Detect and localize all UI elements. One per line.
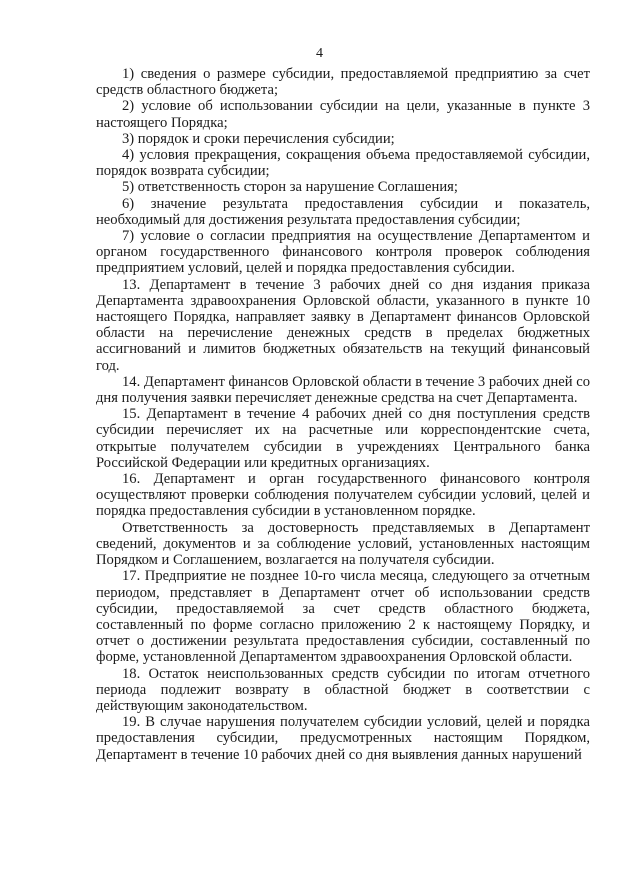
list-item-subsidy-purpose: 2) условие об использовании субсидии на цели, указанные в пункте 3 настоящего Порядка; [96,98,590,131]
clause-17: 17. Предприятие не позднее 10-го числа месяца, следующего за отчетным периодом, представляет в Департамент отчет об использовании средств субсидии, предоставляемой за счет средств областного бюджета, составленный по форме согласно приложению 2 к настоящему Порядку, и отчет о достижении результата предоставления субсидии, составленный по форме, установленной Департаментом здравоохранения Орловской области. [96,568,590,666]
list-item-transfer-order: 3) порядок и сроки перечисления субсидии; [122,130,395,147]
clause-18: 18. Остаток неиспользованных средств субсидии по итогам отчетного периода подлежит возврату в областной бюджет в соответствии с действующим законодательством. [96,665,590,714]
list-item-consent-to-audit: 7) условие о согласии предприятия на осуществление Департаментом и органом государственного финансового контроля проверок соблюдения предприятием условий, целей и порядка предоставления субсидии. [96,228,590,277]
clause-13: 13. Департамент в течение 3 рабочих дней со дня издания приказа Департамента здравоохранения Орловской области, указанного в пункте 10 настоящего Порядка, направляет заявку в Департамент финансов Орловской области на перечисление денежных средств в пределах бюджетных ассигнований и лимитов бюджетных обязательств на текущий финансовый год. [96,276,590,374]
list-item-responsibility: 5) ответственность сторон за нарушение Соглашения; [122,179,458,196]
clause-16: 16. Департамент и орган государственного финансового контроля осуществляют проверки соблюдения получателем субсидии условий, целей и порядка предоставления субсидии в установленном порядке. [96,471,590,520]
page-number: 4 [316,46,323,61]
list-item-result-value: 6) значение результата предоставления субсидии и показатель, необходимый для достижения результата предоставления субсидии; [96,195,590,228]
clause-19: 19. В случае нарушения получателем субсидии условий, целей и порядка предоставления субсидии, предусмотренных настоящим Порядком, Департамент в течение 10 рабочих дней со дня выявления данных нарушений [96,714,590,763]
clause-16-responsibility: Ответственность за достоверность представляемых в Департамент сведений, документов и за соблюдение условий, установленных настоящим Порядком и Соглашением, возлагается на получателя субсидии. [96,519,590,569]
list-item-termination-conditions: 4) условия прекращения, сокращения объема предоставляемой субсидии, порядок возврата субсидии; [96,147,590,180]
list-item-subsidy-amount: 1) сведения о размере субсидии, предоставляемой предприятию за счет средств областного бюджета; [96,66,590,99]
clause-14: 14. Департамент финансов Орловской области в течение 3 рабочих дней со дня получения заявки перечисляет денежные средства на счет Департамента. [96,373,590,407]
clause-15: 15. Департамент в течение 4 рабочих дней со дня поступления средств субсидии перечисляет их на расчетные или корреспондентские счета, открытые получателем субсидии в учреждениях Центрального банка Российской Федерации или кредитных организациях. [96,406,590,471]
document-body [96,66,590,763]
